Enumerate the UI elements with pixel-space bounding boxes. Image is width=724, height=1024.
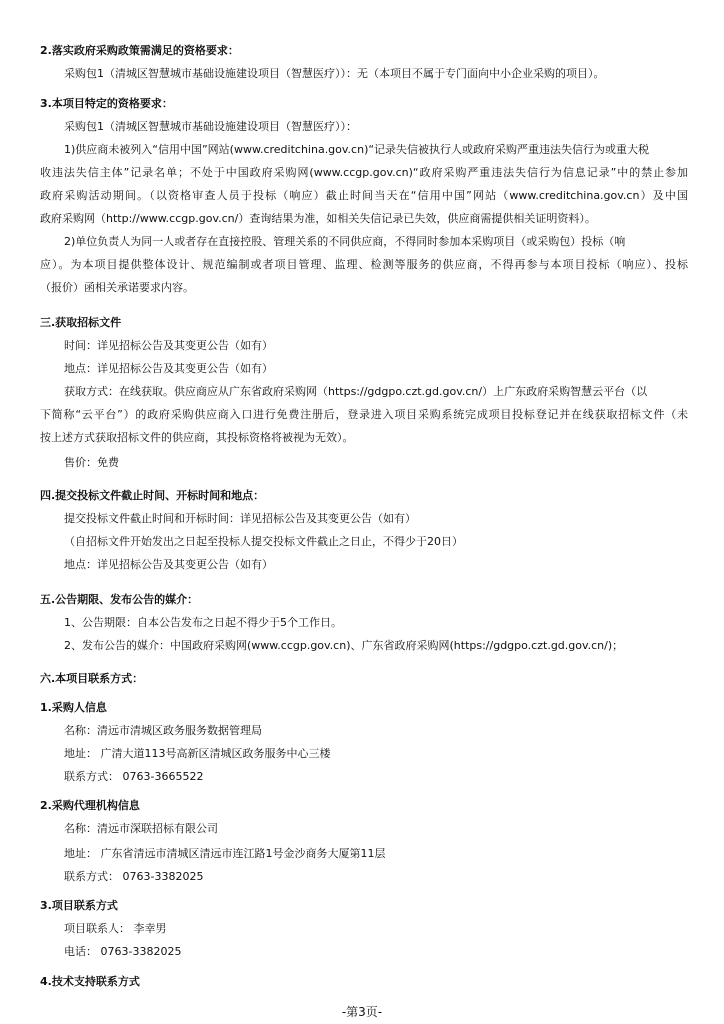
subheading-tech-support: 4.技术支持联系方式 xyxy=(40,975,140,988)
obtain-method-line2: 下简称“云平台”）的政府采购供应商入口进行免费注册后，登录进入项目采购系统完成项目投标登记并在线获取招标文件（未 xyxy=(40,408,688,421)
section-heading-notice-period: 五.公告期限、发布公告的媒介： xyxy=(40,593,199,606)
paragraph-requirement2-line1: 2)单位负责人为同一人或者存在直接控股、管理关系的不同供应商，不得同时参加本采购项目（或采购包）投标（响 xyxy=(64,235,626,248)
paragraph-package1-title: 采购包1（清城区智慧城市基础设施建设项目（智慧医疗））： xyxy=(64,120,357,133)
buyer-name: 名称：清远市清城区政务服务数据管理局 xyxy=(64,724,262,737)
section-heading-specific-requirements: 3.本项目特定的资格要求： xyxy=(40,97,173,110)
paragraph-requirement1-line3: 政府采购活动期间。（以资格审查人员于投标（响应）截止时间当天在“信用中国”网站（www.creditchina.gov.cn）及中国 xyxy=(40,189,688,202)
agency-name: 名称：清远市深联招标有限公司 xyxy=(64,822,218,835)
buyer-address: 地址： 广清大道113号高新区清城区政务服务中心三楼 xyxy=(64,747,331,760)
deadline-note: （自招标文件开始发出之日起至投标人提交投标文件截止之日止，不得少于20日） xyxy=(64,535,463,548)
obtain-time: 时间：详见招标公告及其变更公告（如有） xyxy=(64,339,273,352)
notice-media: 2、发布公告的媒介：中国政府采购网(www.ccgp.gov.cn)、广东省政府采购网(https://gdgpo.czt.gd.gov.cn/)； xyxy=(64,639,624,652)
obtain-method-line1: 获取方式：在线获取。供应商应从广东省政府采购网（https://gdgpo.czt.gd.gov.cn/）上广东政府采购智慧云平台（以 xyxy=(64,385,648,398)
obtain-method-line3: 按上述方式获取招标文件的供应商，其投标资格将被视为无效）。 xyxy=(40,431,354,444)
notice-period: 1、公告期限：自本公告发布之日起不得少于5个工作日。 xyxy=(64,616,342,629)
subheading-project-contact: 3.项目联系方式 xyxy=(40,899,118,912)
paragraph-requirement1-line2: 收违法失信主体”记录名单；不处于中国政府采购网(www.ccgp.gov.cn)“政府采购严重违法失信行为信息记录”中的禁止参加 xyxy=(40,166,688,179)
buyer-phone: 联系方式： 0763-3665522 xyxy=(64,770,204,783)
project-contact-person: 项目联系人： 李幸男 xyxy=(64,922,167,935)
page-number: -第3页- xyxy=(341,1005,383,1019)
project-contact-phone: 电话： 0763-3382025 xyxy=(64,945,182,958)
subheading-buyer-info: 1.采购人信息 xyxy=(40,701,107,714)
paragraph-requirement2-line2: 应）。为本项目提供整体设计、规范编制或者项目管理、监理、检测等服务的供应商，不得再参与本项目投标（响应）、投标 xyxy=(40,258,688,271)
paragraph-requirement1-line4: 政府采购网（http://www.ccgp.gov.cn/）查询结果为准，如相关失信记录已失效，供应商需提供相关证明资料）。 xyxy=(40,212,596,225)
paragraph-requirement1-line1: 1)供应商未被列入“信用中国”网站(www.creditchina.gov.cn)“记录失信被执行人或政府采购严重违法失信行为或重大税 xyxy=(64,143,650,156)
paragraph-policy-package1: 采购包1（清城区智慧城市基础设施建设项目（智慧医疗））：无（本项目不属于专门面向中小企业采购的项目）。 xyxy=(64,67,605,80)
section-heading-obtain-documents: 三.获取招标文件 xyxy=(40,316,122,329)
obtain-price: 售价：免费 xyxy=(64,456,119,469)
obtain-place: 地点：详见招标公告及其变更公告（如有） xyxy=(64,362,273,375)
agency-phone: 联系方式： 0763-3382025 xyxy=(64,870,204,883)
deadline-place: 地点：详见招标公告及其变更公告（如有） xyxy=(64,558,273,571)
section-heading-deadline: 四.提交投标文件截止时间、开标时间和地点： xyxy=(40,489,265,502)
section-heading-policy-requirements: 2.落实政府采购政策需满足的资格要求： xyxy=(40,44,239,57)
paragraph-requirement2-line3: （报价）函相关承诺要求内容。 xyxy=(40,281,194,294)
subheading-agency-info: 2.采购代理机构信息 xyxy=(40,799,140,812)
section-heading-contact: 六.本项目联系方式： xyxy=(40,672,144,685)
deadline-time: 提交投标文件截止时间和开标时间：详见招标公告及其变更公告（如有） xyxy=(64,512,416,525)
agency-address: 地址： 广东省清远市清城区清远市连江路1号金沙商务大厦第11层 xyxy=(64,847,386,860)
